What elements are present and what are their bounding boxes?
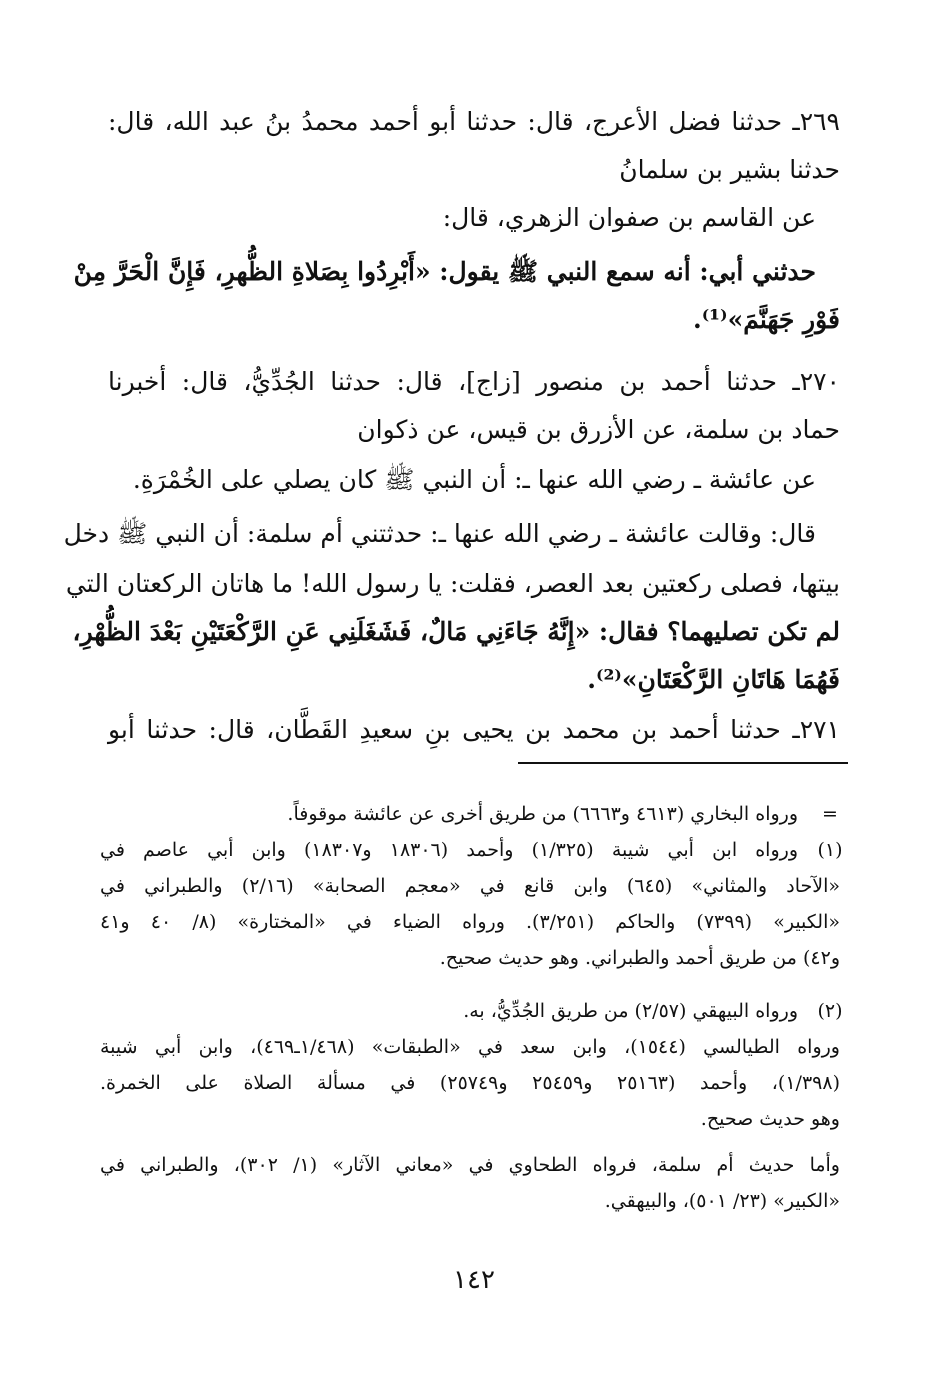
footnote-2-first-line: ورواه البيهقي (٢/٥٧) من طريق الجُدِّيُّ، به. [463,1000,798,1022]
hadith-270-line-6: لم تكن تصليهما؟ فقال: «إِنَّهُ جَاءَنِي مَالٌ، فَشَغَلَنِي عَنِ الرَّكْعَتَيْنِ بَعْدَ الظُّهْرِ، [72,617,840,646]
footnote-1-marker: (١) [817,839,843,861]
hadith-269-line-3: عن القاسم بن صفوان الزهري، قال: [442,203,816,232]
hadith-270-line-5: بيتها، فصلى ركعتين بعد العصر، فقلت: يا رسول الله! ما هاتان الركعتان التي [65,569,840,598]
footnote-separator [518,762,848,764]
footnote-2-line-2: ورواه الطيالسي (١٥٤٤)، وابن سعد في «الطبقات» (١/٤٦٨ـ٤٦٩)، وابن أبي شيبة [100,1036,840,1058]
page-number: ١٤٢ [453,1265,495,1295]
footnote-continuation-marker: = [822,803,838,825]
hadith-270-line-4: قال: وقالت عائشة ـ رضي الله عنها ـ: حدثتني أم سلمة: أن النبي ﷺ دخل [63,519,816,548]
hadith-269-line-2: حدثنا بشير بن سلمانُ [619,155,840,184]
hadith-270-line-7: فَهُمَا هَاتَانِ الرَّكْعَتَانِ»⁽²⁾. [587,665,840,694]
footnote-2-line-6: «الكبير» (٢٣/ ٥٠١)، والبيهقي. [604,1190,840,1212]
footnote-1-line-3: «الكبير» (٧٣٩٩) والحاكم (٣/٢٥١). ورواه الضياء في «المختارة» (٨/ ٤٠ و٤١ [100,911,840,933]
footnote-1-line-4: و٤٢) من طريق أحمد والطبراني. وهو حديث صحيح. [439,947,840,969]
hadith-269-line-1: ٢٦٩ـ حدثنا فضل الأعرج، قال: حدثنا أبو أحمد محمدُ بنُ عبد الله، قال: [108,107,840,136]
hadith-270-line-2: حماد بن سلمة، عن الأزرق بن قيس، عن ذكوان [357,415,840,444]
hadith-270-line-1: ٢٧٠ـ حدثنا أحمد بن منصور [زاج]، قال: حدثنا الجُدِّيُّ، قال: أخبرنا [108,367,840,396]
footnote-1-line-2: «الآحاد والمثاني» (٦٤٥) وابن قانع في «معجم الصحابة» (٢/١٦) والطبراني في [100,875,840,897]
hadith-270-line-3: عن عائشة ـ رضي الله عنها ـ: أن النبي ﷺ كان يصلي على الخُمْرَةِ. [132,465,816,494]
footnote-2-line-5: وأما حديث أم سلمة، فرواه الطحاوي في «معاني الآثار» (١/ ٣٠٢)، والطبراني في [100,1154,840,1176]
footnote-2-marker: (٢) [817,1000,843,1022]
hadith-269-line-5: فَوْرِ جَهَنَّمَ»⁽¹⁾. [693,305,840,334]
footnote-1-first-line: ورواه ابن أبي شيبة (١/٣٢٥) وأحمد (١٨٣٠٦ و١٨٣٠٧) وابن أبي عاصم في [100,839,798,861]
hadith-269-line-4: حدثني أبي: أنه سمع النبي ﷺ يقول: «أَبْرِدُوا بِصَلاةِ الظُّهرِ، فَإِنَّ الْحَرَّ مِنْ [73,257,816,286]
hadith-271-line-1: ٢٧١ـ حدثنا أحمد بن محمد بن يحيى بنِ سعيدِ القَطَّان، قال: حدثنا أبو [108,715,840,744]
footnote-continuation-line: ورواه البخاري (٤٦١٣ و٦٦٦٣) من طريق أخرى عن عائشة موقوفاً. [287,803,798,825]
footnote-2-line-3: (١/٣٩٨)، وأحمد (٢٥١٦٣ و٢٥٤٥٩ و٢٥٧٤٩) في مسألة الصلاة على الخمرة. [100,1072,840,1094]
footnote-2-line-4: وهو حديث صحيح. [700,1108,840,1130]
